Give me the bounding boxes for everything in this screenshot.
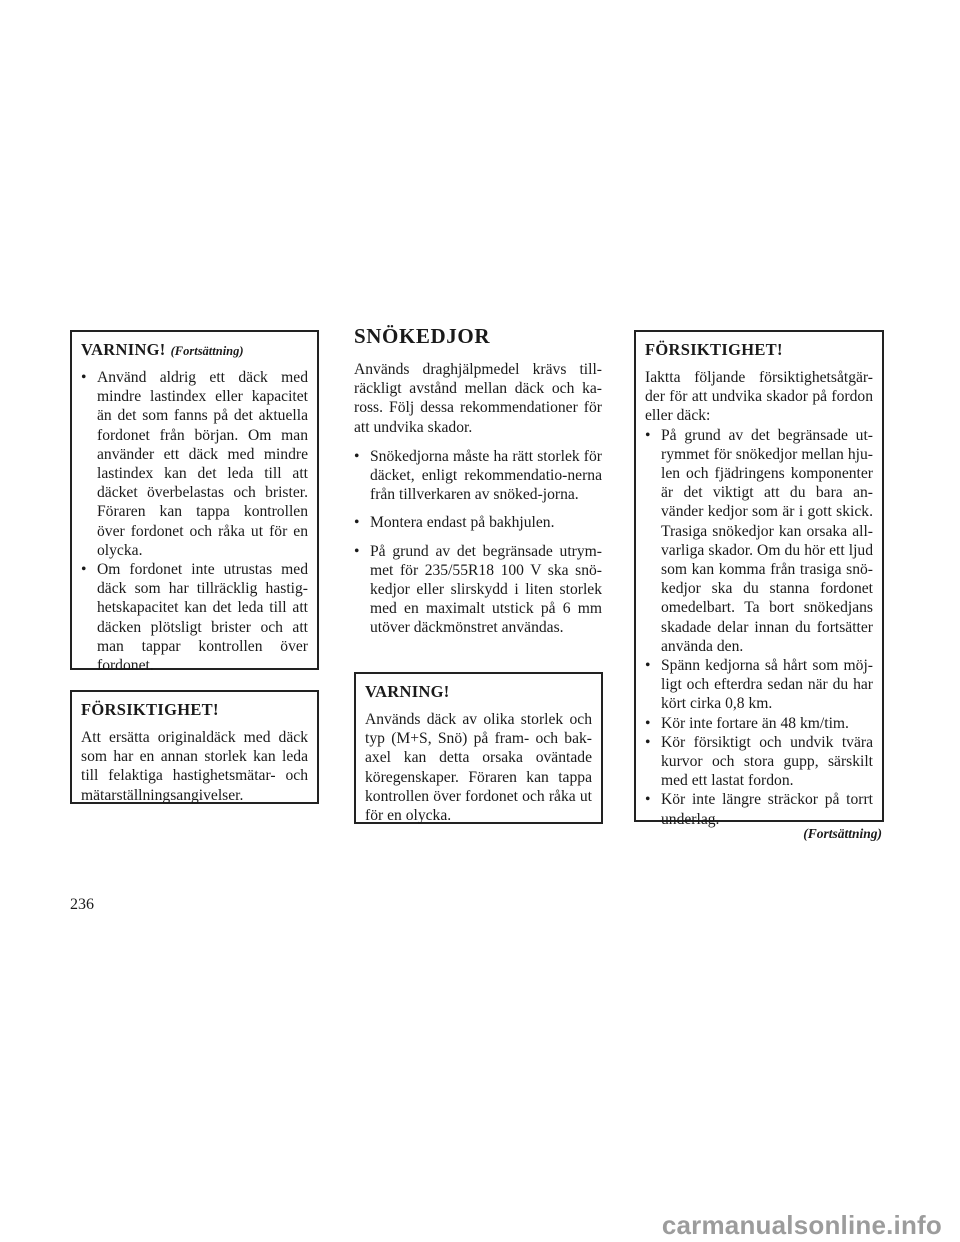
- snow-chains-body: [354, 360, 602, 647]
- list-item: • Kör inte längre sträckor på torrt underlag.: [645, 791, 873, 828]
- warning-title-text: VARNING!: [81, 340, 166, 359]
- caution-box-title: FÖRSIKTIGHET!: [81, 700, 219, 719]
- caution-box-intro: Iaktta följande försiktighetsåtgär-der för att undvika skador på fordon eller däck:: [645, 369, 873, 425]
- watermark-bar: [0, 1208, 960, 1242]
- list-item: • Använd aldrig ett däck med mindre lastindex eller kapacitet än det som fanns på det aktuella fordonet från början. Om man använder ett däck med mindre lastindex kan det leda till att däcket överbelastas och brister. Föraren kan tappa kontrollen över fordonet och råka ut för en olycka.: [81, 369, 308, 559]
- warning-box-text: Används däck av olika storlek och typ (M+S, Snö) på fram- och bak-axel kan detta orsaka oväntade köregenskaper. Föraren kan tappa kontrollen över fordonet och råka ut för en olycka.: [365, 711, 592, 825]
- warning-continuation-label: (Fortsättning): [170, 344, 244, 358]
- warning-box-mixed-tires: [354, 672, 603, 824]
- caution-box-title: FÖRSIKTIGHET!: [645, 340, 783, 359]
- snow-chains-bullet-list: [354, 447, 602, 638]
- caution-box-text: Att ersätta originaldäck med däck som har en annan storlek kan leda till felaktiga hastighetsmätar- och mätarställningsangivelser.: [81, 729, 308, 804]
- warning-box-title: [81, 340, 308, 360]
- list-item: • Kör inte fortare än 48 km/tim.: [645, 714, 849, 732]
- snow-chains-intro: Används draghjälpmedel krävs till-räckligt avstånd mellan däck och ka-ross. Följ dessa rekommendationer för att undvika skador.: [354, 361, 602, 436]
- list-item: • Montera endast på bakhjulen.: [354, 514, 555, 532]
- list-item: • På grund av det begränsade utrym-met för 235/55R18 100 V ska snö-kedjor eller slirskydd i liten storlek med en maximalt utstick på 6 mm utöver däckmönstret användas.: [354, 542, 602, 637]
- caution-box-snow-chains: [634, 330, 884, 828]
- watermark-text: carmanualsonline.info: [661, 1209, 942, 1240]
- caution-bullet-list: [645, 426, 873, 829]
- warning-box-title: VARNING!: [365, 682, 450, 701]
- list-item: • Snökedjorna måste ha rätt storlek för däcket, enligt rekommendatio-nerna från tillverkaren av snöked-jorna.: [354, 447, 602, 504]
- continuation-footer: (Fortsättning): [803, 826, 882, 841]
- page-number: 236: [70, 896, 94, 913]
- list-item: • Spänn kedjorna så hårt som möj-ligt och efterdra sedan när du har kört cirka 0,8 km.: [645, 657, 873, 713]
- caution-box-tire-size: [70, 690, 319, 804]
- section-heading-snow-chains: SNÖKEDJOR: [354, 324, 491, 348]
- list-item: • Kör försiktigt och undvik tvära kurvor och stora gupp, särskilt med ett lastat fordon.: [645, 733, 873, 790]
- list-item: • Om fordonet inte utrustas med däck som har tillräcklig hastig-hetskapacitet kan det leda till att däcken plötsligt brister och att man tappar kontrollen över fordonet.: [81, 561, 308, 675]
- warning-bullet-list: [81, 368, 308, 675]
- warning-box-continued: [70, 330, 319, 675]
- list-item: • På grund av det begränsade ut-rymmet för snökedjor mellan hju-len och fjädringens komponenter är det viktigt att du bara an-vänder kedjor som är i gott skick. Trasiga snökedjor kan orsaka all-varliga skador. Om du hör ett ljud som kan komma från trasiga snö-kedjor ska du stanna fordonet omedelbart. Ta bort snökedjans skadade delar innan du fortsätter använda den.: [645, 426, 873, 655]
